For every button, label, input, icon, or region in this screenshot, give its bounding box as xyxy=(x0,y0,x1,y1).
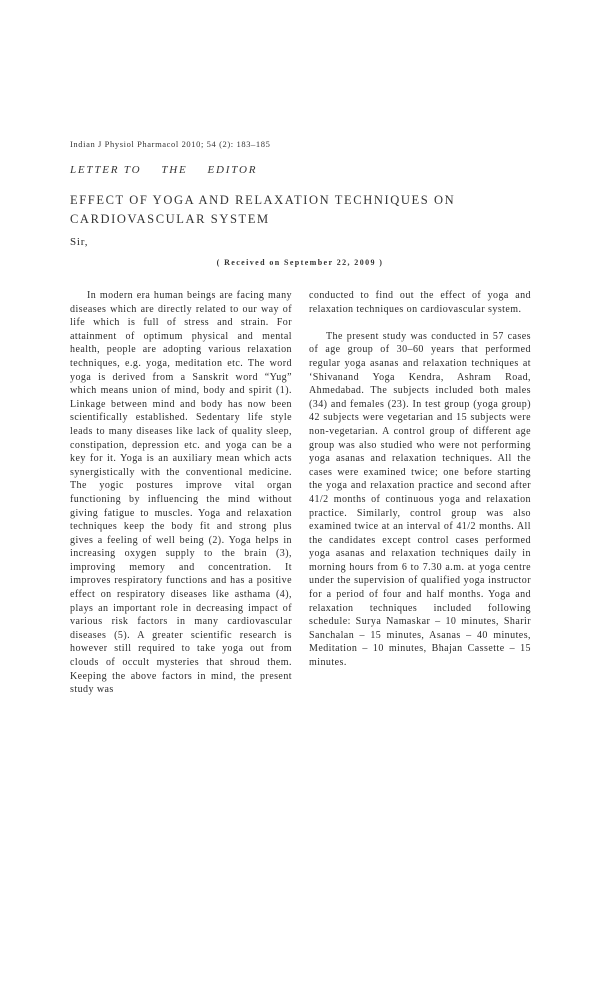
section-word: EDITOR xyxy=(207,164,258,176)
left-column xyxy=(70,289,292,697)
received-date: ( Received on September 22, 2009 ) xyxy=(216,258,384,267)
body-paragraph-continuation: conducted to find out the effect of yoga and relaxation techniques on cardiovascular system. xyxy=(309,290,531,315)
right-column xyxy=(309,289,531,670)
journal-citation: Indian J Physiol Pharmacol 2010; 54 (2): 183–185 xyxy=(70,139,271,149)
body-paragraph: The present study was conducted in 57 cases of age group of 30–60 years that performed regular yoga asanas and relaxation techniques at ‘Shivanand Yoga Kendra, Ashram Road, Ahmedabad. The subjects included both males (34) and females (23). In test group (yoga group) 42 subjects were vegetarian and 15 subjects were non-vegetarian. A control group of different age group was also studied who were not performing yoga asanas and relaxation techniques. All the cases were examined twice; one before starting the yoga and relaxation practice and second after 41/2 months of continuous yoga and relaxation practice. Similarly, control group was also examined twice at an interval of 41/2 months. All the candidates except control cases performed yoga asanas and relaxation techniques daily in morning hours from 6 to 7.30 a.m. at yoga centre under the supervision of qualified yoga instructor for a period of four and half months. Yoga and relaxation techniques included following schedule: Surya Namaskar – 10 minutes, Sharir Sanchalan – 15 minutes, Asanas – 40 minutes, Meditation – 10 minutes, Bhajan Cassette – 15 minutes. xyxy=(309,330,531,669)
body-paragraph: In modern era human beings are facing many diseases which are directly related to our way of life which is full of stress and strain. For attainment of optimum physical and mental health, people are adopting various relaxation techniques, e.g. yoga, meditation etc. The word yoga is derived from a Sanskrit word “Yug” which means union of mind, body and spirit (1). Linkage between mind and body has now been scientifically established. Sedentary life style leads to many diseases like lack of quality sleep, constipation, depression etc. and yoga can be a key for it. Yoga is an auxiliary mean which acts synergistically with the conventional medicine. The yogic postures improve vital organ functioning by influencing the mind without giving fatigue to muscles. Yoga and relaxation techniques keep the body fit and strong plus gives a feeling of well being (2). Yoga helps in increasing oxygen supply to the brain (3), improving memory and concentration. It improves respiratory functions and has a positive effect on respiratory diseases like asthama (4), plays an important role in decreasing impact of various risk factors in many cardiovascular diseases (5). A greater scientific research is however still required to take yoga out from clouds of occult mysteries that shroud them. Keeping the above factors in mind, the present study was xyxy=(70,290,292,696)
article-title: EFFECT OF YOGA AND RELAXATION TECHNIQUES ON CARDIOVASCULAR SYSTEM xyxy=(70,193,456,226)
section-word: LETTER TO xyxy=(70,164,142,176)
salutation: Sir, xyxy=(70,236,89,248)
section-heading xyxy=(70,164,277,176)
section-word: THE xyxy=(161,164,188,176)
